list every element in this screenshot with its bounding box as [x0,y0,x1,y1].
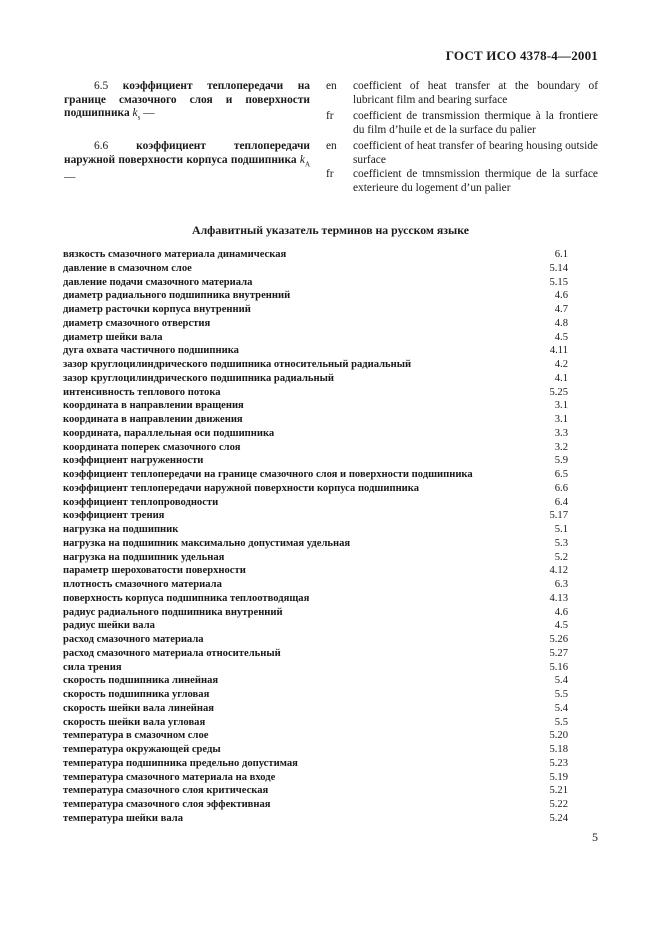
index-entry [63,454,568,468]
index-entry [63,372,568,386]
index-term: зазор круглоцилиндрического подшипника радиальный [63,372,334,384]
index-term-number: 3.1 [554,400,568,412]
page-number: 5 [592,830,598,844]
index-term: диаметр радиального подшипника внутренний [63,290,291,302]
index-term-number: 5.27 [549,647,568,659]
index-term-number: 5.17 [549,510,568,522]
index-entry [63,523,568,537]
index-term-number: 5.1 [554,524,568,535]
index-term-number: 4.6 [554,290,568,302]
index-term: коэффициент теплопроводности [63,496,219,508]
index-term: интенсивность теплового потока [63,386,221,398]
index-term: давление подачи смазочного материала [63,276,253,288]
term-ru [64,140,310,185]
index-term-number: 5.19 [549,771,568,783]
document-code: ГОСТ ИСО 4378-4—2001 [445,48,598,63]
index-entry [63,702,568,716]
index-term-number: 4.1 [554,372,568,384]
index-entry [63,441,568,455]
index-term-number: 4.12 [549,565,568,577]
index-entry [63,812,568,826]
index-term-number: 5.15 [549,276,568,288]
index-term: температура смазочного слоя эффективная [63,799,271,810]
index-term: скорость подшипника линейная [63,675,219,687]
index-entry [63,729,568,743]
index-entry [63,798,568,812]
index-entry [63,482,568,496]
term-dash: — [143,107,155,120]
index-entry [63,468,568,482]
index-entry [63,688,568,702]
index-term-number: 5.5 [554,689,568,700]
index-term-number: 6.3 [554,579,568,590]
index-entry [63,317,568,331]
index-entry [63,427,568,441]
translation-fr: coefficient de tmnsmission thermique de la surface exterieure du logement d’un palier [353,168,598,194]
index-term: коэффициент теплопередачи наружной поверхности корпуса подшипника [63,482,420,494]
index-entry [63,716,568,730]
index-term-number: 6.1 [554,249,568,260]
term-index-list [63,248,568,826]
index-term-number: 4.13 [549,592,568,604]
index-term-number: 5.18 [549,744,568,755]
index-entry [63,331,568,345]
index-term: поверхность корпуса подшипника теплоотводящая [63,592,310,604]
index-entry [63,289,568,303]
index-term: давление в смазочном слое [63,262,192,274]
index-entry [63,771,568,785]
term-number: 6.5 [94,80,109,92]
index-term-number: 5.3 [554,537,568,549]
index-term: расход смазочного материала [63,634,204,645]
index-term: параметр шероховатости поверхности [63,565,246,577]
index-entry [63,619,568,633]
index-entry [63,551,568,565]
index-term-number: 5.16 [549,661,568,673]
index-term: температура смазочного слоя критическая [63,785,269,797]
index-term: координата, параллельная оси подшипника [63,427,275,439]
index-term-number: 4.2 [554,359,568,370]
index-term: скорость шейки вала угловая [63,716,206,728]
index-entry [63,496,568,510]
index-entry [63,509,568,523]
index-term-number: 5.5 [554,716,568,728]
index-entry [63,303,568,317]
index-term: сила трения [63,661,122,673]
translation-en: coefficient of heat transfer at the boundary of lubricant film and bearing surface [353,80,598,106]
index-term: вязкость смазочного материала динамическая [63,249,287,260]
index-term: температура подшипника предельно допустимая [63,757,298,769]
index-term-number: 5.22 [549,799,568,810]
index-term-number: 3.3 [554,427,568,439]
index-entry [63,248,568,262]
index-entry [63,564,568,578]
index-term: температура смазочного материала на входе [63,771,276,783]
index-term-number: 5.14 [549,262,568,274]
index-entry [63,592,568,606]
index-term: нагрузка на подшипник [63,524,179,535]
index-term: температура окружающей среды [63,744,221,755]
index-entry [63,757,568,771]
index-entry [63,661,568,675]
index-term-number: 5.4 [554,702,568,714]
index-term-number: 4.5 [554,331,568,343]
index-entry [63,674,568,688]
index-entry [63,413,568,427]
index-term: дуга охвата частичного подшипника [63,345,239,357]
index-term: диаметр расточки корпуса внутренний [63,304,251,315]
term-symbol: $k_A$ [299,153,310,168]
index-term: коэффициент теплопередачи на границе смазочного слоя и поверхности подшипника [63,469,473,480]
index-term-number: 6.6 [554,482,568,494]
index-entry [63,276,568,290]
index-term-number: 5.26 [549,634,568,645]
index-term-number: 4.5 [554,620,568,632]
index-term: температура в смазочном слое [63,730,209,742]
index-term-number: 6.4 [554,496,568,508]
term-number: 6.6 [94,140,109,152]
index-term-number: 5.2 [554,551,568,563]
index-entry [63,647,568,661]
index-entry [63,633,568,647]
index-term-number: 4.7 [554,304,568,315]
term-ru [64,80,310,125]
lang-code: en [326,80,337,92]
term-text: коэффициент теплопередачи на границе смазочного слоя и поверхности подшипника [64,80,310,120]
index-term-number: 4.11 [549,345,568,357]
index-term: нагрузка на подшипник удельная [63,551,225,563]
index-term-number: 5.23 [549,757,568,769]
index-entry [63,743,568,757]
index-term: диаметр шейки вала [63,331,163,343]
index-term-number: 5.9 [554,455,568,467]
lang-code: en [326,140,337,152]
translation-fr: coefficient de transmission thermique à la frontiere du film d’huile et de la surface du palier [353,110,598,136]
index-term-number: 5.21 [549,785,568,797]
index-term: температура шейки вала [63,812,183,824]
index-term: радиус шейки вала [63,620,155,632]
index-term: зазор круглоцилиндрического подшипника относительный радиальный [63,359,412,370]
index-term: координата поперек смазочного слоя [63,441,241,453]
translation-en: coefficient of heat transfer of bearing housing outside surface [353,140,598,166]
index-term-number: 5.24 [549,812,568,824]
index-term: плотность смазочного материала [63,579,222,590]
index-entry [63,358,568,372]
index-title: Алфавитный указатель терминов на русском языке [192,223,469,237]
index-term-number: 4.8 [554,317,568,329]
term-symbol: $k_s$ [132,107,141,122]
index-entry [63,262,568,276]
lang-code: fr [326,168,334,180]
index-term-number: 5.4 [554,675,568,687]
index-entry [63,386,568,400]
index-term: радиус радиального подшипника внутренний [63,606,283,618]
index-entry [63,399,568,413]
index-entry [63,344,568,358]
index-term-number: 5.20 [549,730,568,742]
lang-code: fr [326,110,334,122]
index-term: скорость шейки вала линейная [63,702,215,714]
index-term: нагрузка на подшипник максимально допустимая удельная [63,537,351,549]
index-entry [63,537,568,551]
index-term: диаметр смазочного отверстия [63,317,211,329]
index-entry [63,606,568,620]
index-term-number: 5.25 [549,386,568,398]
index-entry [63,784,568,798]
index-term-number: 6.5 [554,469,568,480]
index-term-number: 3.1 [554,414,568,425]
index-term: координата в направлении вращения [63,400,244,412]
index-term: коэффициент нагруженности [63,455,204,467]
index-term: координата в направлении движения [63,414,243,425]
index-entry [63,578,568,592]
index-term-number: 4.6 [554,606,568,618]
index-term: расход смазочного материала относительный [63,647,281,659]
term-text: коэффициент теплопередачи наружной поверхности корпуса подшипника [64,140,310,166]
index-term: скорость подшипника угловая [63,689,210,700]
term-dash: — [64,171,76,184]
term-definition-6-6 [0,140,661,200]
index-term-number: 3.2 [554,441,568,453]
index-term: коэффициент трения [63,510,165,522]
